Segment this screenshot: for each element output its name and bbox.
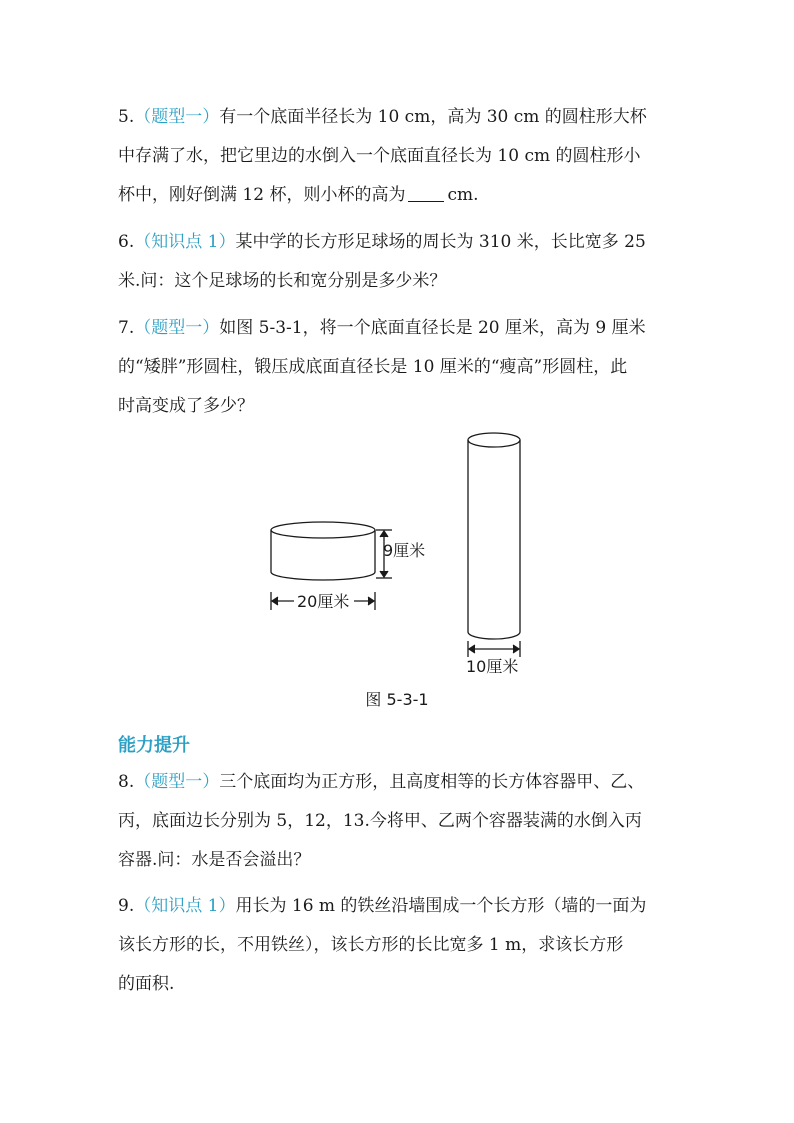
question-text: 三个底面均为正方形，且高度相等的长方体容器甲、乙、 [219,772,645,792]
question-8-line-1 [118,763,678,802]
question-type-tag: （题型一） [134,107,220,127]
unit-text: cm. [447,185,479,205]
question-text: 有一个底面半径长为 10 cm，高为 30 cm 的圆柱形大杯 [219,107,647,127]
question-type-tag: （题型一） [134,772,220,792]
question-text: 用长为 16 m 的铁丝沿墙围成一个长方形（墙的一面为 [235,896,647,916]
short-height-label: 9厘米 [383,541,426,560]
question-type-tag: （知识点 1） [134,896,236,916]
question-7-line-3: 时高变成了多少？ [118,396,254,416]
question-text: 杯中，刚好倒满 12 杯，则小杯的高为 [118,185,406,205]
question-9-line-2: 该长方形的长，不用铁丝），该长方形的长比宽多 1 m，求该长方形 [118,935,624,955]
short-cylinder [271,522,375,580]
tall-diameter-arrow [468,641,520,657]
question-9-line-1 [118,887,678,926]
question-number: 9. [118,896,135,916]
question-8-line-2: 丙，底面边长分别为 5，12，13.今将甲、乙两个容器装满的水倒入丙 [118,811,642,831]
question-7-line-2: 的“矮胖”形圆柱，锻压成底面直径长是 10 厘米的“瘦高”形圆柱，此 [118,357,628,377]
question-number: 8. [118,772,135,792]
section-title: 能力提升 [118,735,190,756]
question-number: 6. [118,232,135,252]
question-8 [118,763,678,880]
question-9-line-3: 的面积. [118,974,175,994]
question-text: 如图 5-3-1，将一个底面直径长是 20 厘米，高为 9 厘米 [219,318,646,338]
question-8-line-3: 容器.问：水是否会溢出？ [118,850,311,870]
question-type-tag: （知识点 1） [134,232,236,252]
tall-diameter-label: 10厘米 [466,657,519,676]
question-9 [118,887,678,1004]
question-type-tag: （题型一） [134,318,220,338]
short-diameter-label: 20厘米 [297,592,350,611]
question-6-line-2: 米.问：这个足球场的长和宽分别是多少米？ [118,271,447,291]
figure-caption: 图 5-3-1 [365,690,429,709]
tall-cylinder [468,433,520,639]
question-number: 5. [118,107,135,127]
question-5-line-2: 中存满了水，把它里边的水倒入一个底面直径长为 10 cm 的圆柱形小 [118,146,641,166]
question-text: 某中学的长方形足球场的周长为 310 米，长比宽多 25 [235,232,646,252]
question-number: 7. [118,318,135,338]
